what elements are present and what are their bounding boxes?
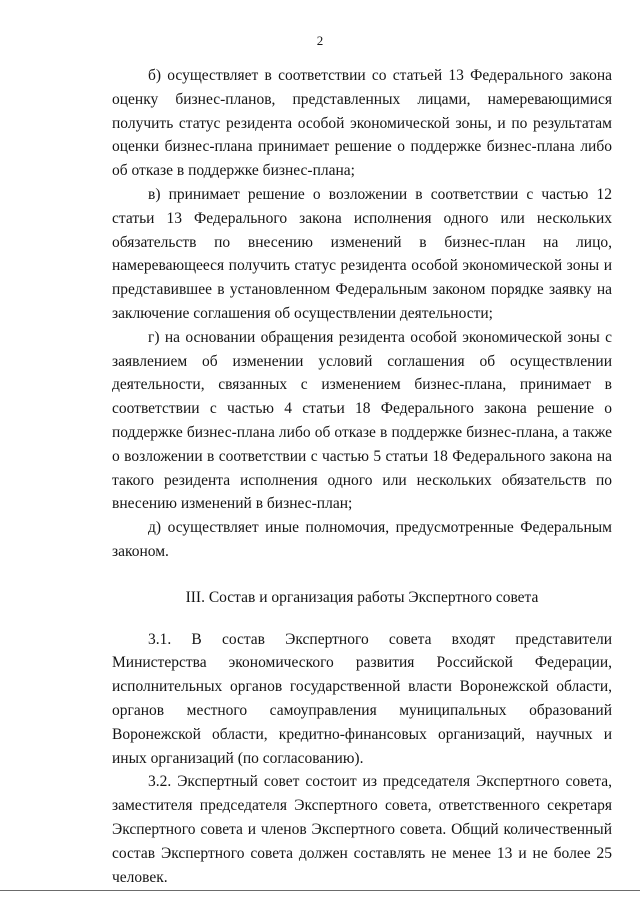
document-body: [112, 64, 612, 889]
section-heading: III. Состав и организация работы Экспертного совета: [185, 588, 539, 606]
page-number: 2: [316, 33, 324, 48]
bottom-rule: [0, 890, 640, 891]
paragraph-v: в) принимает решение о возложении в соответствии с частью 12 статьи 13 Федерального закона исполнения одного или нескольких обязательств по внесению изменений в бизнес-план на лицо, намеревающееся получить статус резидента особой экономической зоны и представившее в установленном Федеральным законом порядке заявку на заключение соглашения об осуществлении деятельности;: [112, 185, 612, 322]
paragraph-3-2: 3.2. Экспертный совет состоит из председателя Экспертного совета, заместителя председателя Экспертного совета, ответственного секретаря Экспертного совета и членов Экспертного совета. Общий количественный состав Экспертного совета должен составлять не менее 13 и не более 25 человек.: [112, 773, 612, 886]
paragraph-b: б) осуществляет в соответствии со статьей 13 Федерального закона оценку бизнес-планов, представленных лицами, намеревающимися получить статус резидента особой экономической зоны, и по результатам оценки бизнес-плана принимает решение о поддержке бизнес-плана либо об отказе в поддержке бизнес-плана;: [112, 67, 612, 180]
paragraph-d: д) осуществляет иные полномочия, предусмотренные Федеральным законом.: [112, 519, 612, 560]
paragraph-g: г) на основании обращения резидента особой экономической зоны с заявлением об изменении условий соглашения об осуществлении деятельности, связанных с изменением бизнес-плана, принимает в соответствии с частью 4 статьи 18 Федерального закона решение о поддержке бизнес-плана либо об отказе в поддержке бизнес-плана, а также о возложении в соответствии с частью 5 статьи 18 Федерального закона на такого резидента исполнения одного или нескольких обязательств по внесению изменений в бизнес-план;: [112, 328, 612, 513]
paragraph-3-1: 3.1. В состав Экспертного совета входят представители Министерства экономического развития Российской Федерации, исполнительных органов государственной власти Воронежской области, органов местного самоуправления муниципальных образований Воронежской области, кредитно-финансовых организаций, научных и иных организаций (по согласованию).: [112, 630, 612, 767]
